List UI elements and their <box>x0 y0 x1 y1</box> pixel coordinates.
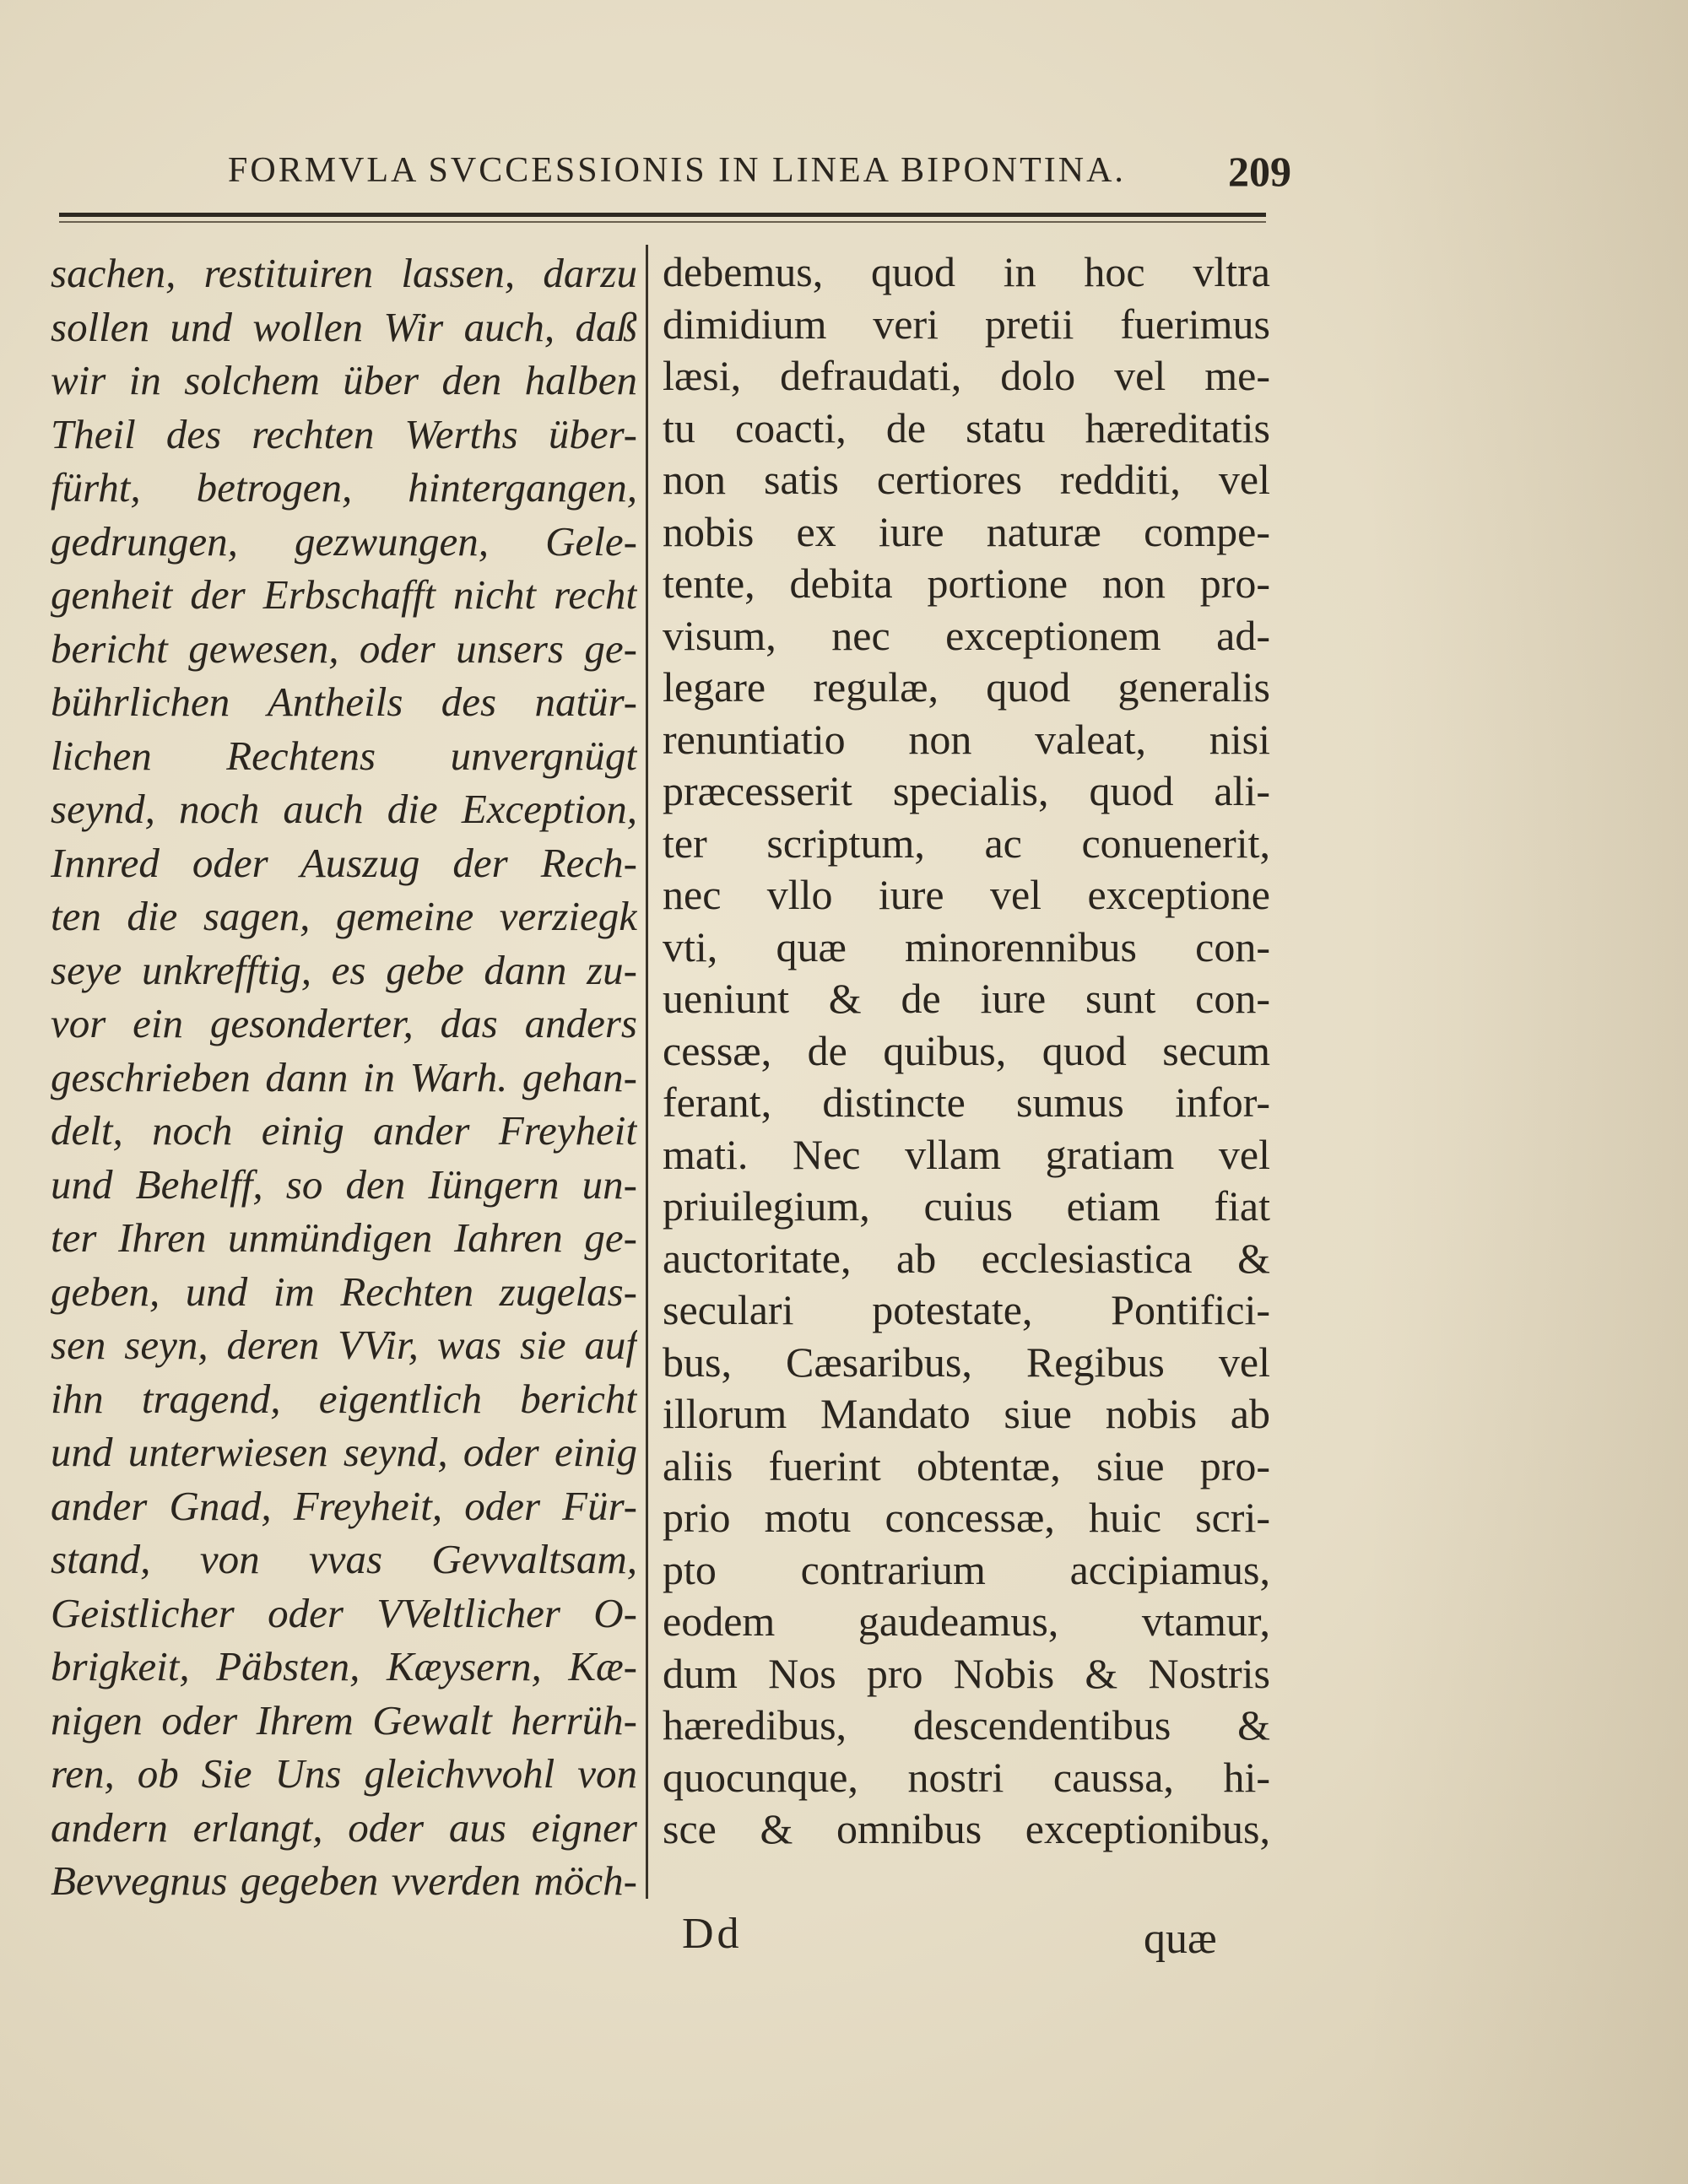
german-text-line: andern erlangt, oder aus eigner <box>51 1803 637 1851</box>
latin-text-line: tu coacti, de statu hæreditatis <box>663 403 1270 451</box>
german-text-line: Bevvegnus gegeben vverden möch- <box>51 1857 637 1904</box>
german-text-line: wir in solchem über den halben <box>51 357 637 403</box>
latin-text-line: visum, nec exceptionem ad- <box>663 611 1270 659</box>
latin-text-line: vti, quæ minorennibus con- <box>663 922 1270 970</box>
german-text-line: ren, ob Sie Uns gleichvvohl von <box>51 1750 637 1797</box>
page-edge-shadow <box>1367 0 1688 2184</box>
german-text-line: gedrungen, gezwungen, Gele- <box>51 517 637 565</box>
latin-text-line: priuilegium, cuius etiam fiat <box>663 1182 1270 1230</box>
german-text-line: Theil des rechten Werths über- <box>51 410 637 457</box>
latin-text-line: auctoritate, ab ecclesiastica & <box>663 1234 1270 1282</box>
latin-text-line: nec vllo iure vel exceptione <box>663 871 1270 918</box>
german-text-line: genheit der Erbschafft nicht recht <box>51 571 637 618</box>
latin-text-line: legare regulæ, quod generalis <box>663 663 1270 711</box>
latin-text-line: pto contrarium accipiamus, <box>663 1545 1270 1593</box>
german-text-line: sollen und wollen Wir auch, daß <box>51 303 637 350</box>
latin-text-line: quocunque, nostri caussa, hi- <box>663 1753 1270 1801</box>
latin-text-line: præcesserit specialis, quod ali- <box>663 767 1270 814</box>
german-text-line: sachen, restituiren lassen, darzu <box>51 250 637 296</box>
german-text-column <box>51 246 637 1908</box>
german-text-line: bericht gewesen, oder unsers ge- <box>51 624 637 672</box>
german-text-line: stand, von vvas Gevvaltsam, <box>51 1536 637 1582</box>
latin-text-line: prio motu concessæ, huic scri- <box>663 1494 1270 1541</box>
page-footer <box>0 1909 1266 1976</box>
german-text-line: ten die sagen, gemeine verziegk <box>51 893 637 939</box>
latin-text-line: mati. Nec vllam gratiam vel <box>663 1130 1270 1178</box>
german-text-line: ihn tragend, eigentlich bericht <box>51 1375 637 1422</box>
latin-text-line: seculari potestate, Pontifici- <box>663 1286 1270 1333</box>
latin-text-line: sce & omnibus exceptionibus, <box>663 1805 1270 1852</box>
latin-text-line: cessæ, de quibus, quod secum <box>663 1026 1270 1074</box>
latin-text-column <box>663 246 1270 1856</box>
german-text-line: vor ein gesonderter, das anders <box>51 1000 637 1046</box>
latin-text-line: renuntiatio non valeat, nisi <box>663 715 1270 763</box>
german-text-line: seye unkrefftig, es gebe dann zu- <box>51 946 637 993</box>
german-text-line: Geistlicher oder VVeltlicher O- <box>51 1589 637 1636</box>
header-rule <box>59 213 1266 217</box>
column-divider <box>646 245 648 1899</box>
latin-text-line: ter scriptum, ac conuenerit, <box>663 819 1270 867</box>
german-text-line: delt, noch einig ander Freyheit <box>51 1107 637 1154</box>
german-text-line: seynd, noch auch die Exception, <box>51 786 637 832</box>
german-text-line: bührlichen Antheils des natür- <box>51 678 637 725</box>
german-text-line: ter Ihren unmündigen Iahren ge- <box>51 1214 637 1261</box>
german-text-line: und unterwiesen seynd, oder einig <box>51 1429 637 1475</box>
header-rule-thin <box>59 221 1266 223</box>
catchword: quæ <box>1144 1915 1217 1963</box>
latin-text-line: eodem gaudeamus, vtamur, <box>663 1597 1270 1645</box>
latin-text-line: ueniunt & de iure sunt con- <box>663 975 1270 1022</box>
latin-text-line: læsi, defraudati, dolo vel me- <box>663 352 1270 399</box>
latin-text-line: bus, Cæsaribus, Regibus vel <box>663 1338 1270 1386</box>
german-text-line: geben, und im Rechten zugelas- <box>51 1268 637 1315</box>
german-text-line: ander Gnad, Freyheit, oder Für- <box>51 1482 637 1529</box>
latin-text-line: dimidium veri pretii fuerimus <box>663 300 1270 348</box>
latin-text-line: tente, debita portione non pro- <box>663 560 1270 607</box>
latin-text-line: debemus, quod in hoc vltra <box>663 248 1270 295</box>
german-text-line: geschrieben dann in Warh. gehan- <box>51 1053 637 1100</box>
german-text-line: und Behelff, so den Iüngern un- <box>51 1160 637 1208</box>
german-text-line: brigkeit, Päbsten, Kæysern, Kæ- <box>51 1643 637 1689</box>
latin-text-line: ferant, distincte sumus infor- <box>663 1078 1270 1126</box>
signature-mark: Dd <box>682 1910 743 1958</box>
latin-text-line: hæredibus, descendentibus & <box>663 1701 1270 1749</box>
latin-text-line: non satis certiores redditi, vel <box>663 456 1270 503</box>
german-text-line: Innred oder Auszug der Rech- <box>51 839 637 886</box>
page-header <box>228 143 1291 203</box>
german-text-line: lichen Rechtens unvergnügt <box>51 732 637 779</box>
german-text-line: sen seyn, deren VVir, was sie auf <box>51 1322 637 1368</box>
page-number: 209 <box>1228 148 1291 195</box>
latin-text-line: dum Nos pro Nobis & Nostris <box>663 1649 1270 1697</box>
latin-text-line: illorum Mandato siue nobis ab <box>663 1390 1270 1437</box>
latin-text-line: nobis ex iure naturæ compe- <box>663 507 1270 555</box>
latin-text-line: aliis fuerint obtentæ, siue pro- <box>663 1441 1270 1489</box>
running-title: FORMVLA SVCCESSIONIS IN LINEA BIPONTINA. <box>228 151 1126 190</box>
german-text-line: nigen oder Ihrem Gewalt herrüh- <box>51 1696 637 1743</box>
german-text-line: fürht, betrogen, hintergangen, <box>51 464 637 511</box>
